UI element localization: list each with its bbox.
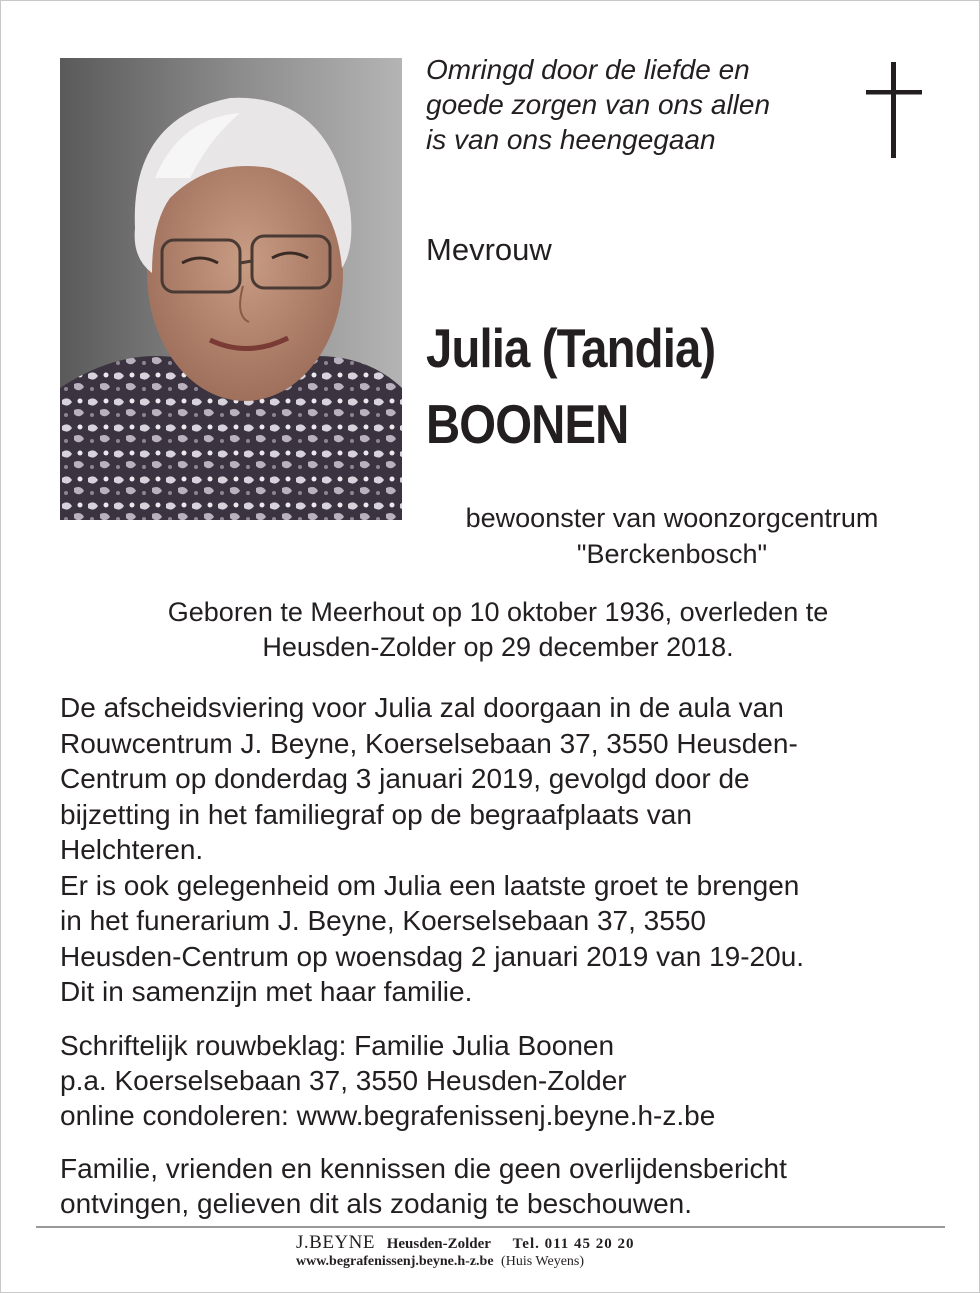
intro-line: Omringd door de liefde en bbox=[426, 54, 750, 85]
intro-text bbox=[426, 52, 770, 157]
ceremony-line: Dit in samenzijn met haar familie. bbox=[60, 976, 473, 1007]
notice-line: ontvingen, gelieven dit als zodanig te beschouwen. bbox=[60, 1188, 692, 1219]
condolence-text bbox=[60, 1028, 715, 1133]
ceremony-line: Helchteren. bbox=[60, 834, 204, 865]
ceremony-line: De afscheidsviering voor Julia zal doorgaan in de aula van bbox=[60, 692, 784, 723]
condolence-line: Schriftelijk rouwbeklag: Familie Julia Boonen bbox=[60, 1030, 615, 1061]
ceremony-line: Er is ook gelegenheid om Julia een laatste groet te brengen bbox=[60, 869, 800, 901]
funeral-home-subtitle: (Huis Weyens) bbox=[501, 1254, 585, 1269]
funeral-home-phone: Tel. 011 45 20 20 bbox=[512, 1236, 635, 1252]
condolence-line: p.a. Koerselsebaan 37, 3550 Heusden-Zolder bbox=[60, 1065, 627, 1096]
funeral-home-website-link[interactable]: www.begrafenissenj.beyne.h-z.be bbox=[296, 1254, 494, 1269]
intro-line: is van ons heengegaan bbox=[426, 124, 716, 155]
ceremony-line: in het funerarium J. Beyne, Koerselsebaan 37, 3550 bbox=[60, 905, 706, 936]
residence-line: "Berckenbosch" bbox=[576, 539, 768, 569]
residence-text bbox=[402, 500, 942, 572]
portrait-photo bbox=[60, 58, 402, 520]
ceremony-text bbox=[60, 690, 940, 1010]
notice-line: Familie, vrienden en kennissen die geen overlijdensbericht bbox=[60, 1153, 787, 1184]
condolence-website-link[interactable]: online condoleren: www.begrafenissenj.beyne.h-z.be bbox=[60, 1100, 716, 1131]
honorific: Mevrouw bbox=[426, 232, 552, 267]
footer-divider bbox=[36, 1226, 945, 1228]
portrait-illustration bbox=[60, 58, 402, 520]
ceremony-line: Rouwcentrum J. Beyne, Koerselsebaan 37, 3550 Heusden- bbox=[60, 727, 798, 759]
funeral-home-footer bbox=[296, 1234, 635, 1270]
ceremony-line: Centrum op donderdag 3 januari 2019, gevolgd door de bbox=[60, 763, 750, 794]
intro-line: goede zorgen van ons allen bbox=[426, 89, 771, 120]
last-name: BOONEN bbox=[426, 393, 629, 455]
ceremony-line: Heusden-Centrum op woensdag 2 januari 2019 van 19-20u. bbox=[60, 940, 805, 972]
birth-line: Geboren te Meerhout op 10 oktober 1936, overleden te bbox=[167, 597, 829, 627]
birth-death-text bbox=[60, 595, 936, 665]
notice-text bbox=[60, 1151, 787, 1221]
residence-line: bewoonster van woonzorgcentrum bbox=[465, 503, 879, 533]
ceremony-line: bijzetting in het familiegraf op de begraafplaats van bbox=[60, 798, 692, 830]
funeral-home-place: Heusden-Zolder bbox=[386, 1236, 491, 1252]
birth-line: Heusden-Zolder op 29 december 2018. bbox=[262, 632, 734, 662]
funeral-home-logo: J.BEYNE bbox=[296, 1232, 375, 1253]
first-name: Julia (Tandia) bbox=[426, 317, 716, 379]
deceased-name bbox=[426, 310, 715, 462]
cross-icon bbox=[866, 62, 922, 158]
